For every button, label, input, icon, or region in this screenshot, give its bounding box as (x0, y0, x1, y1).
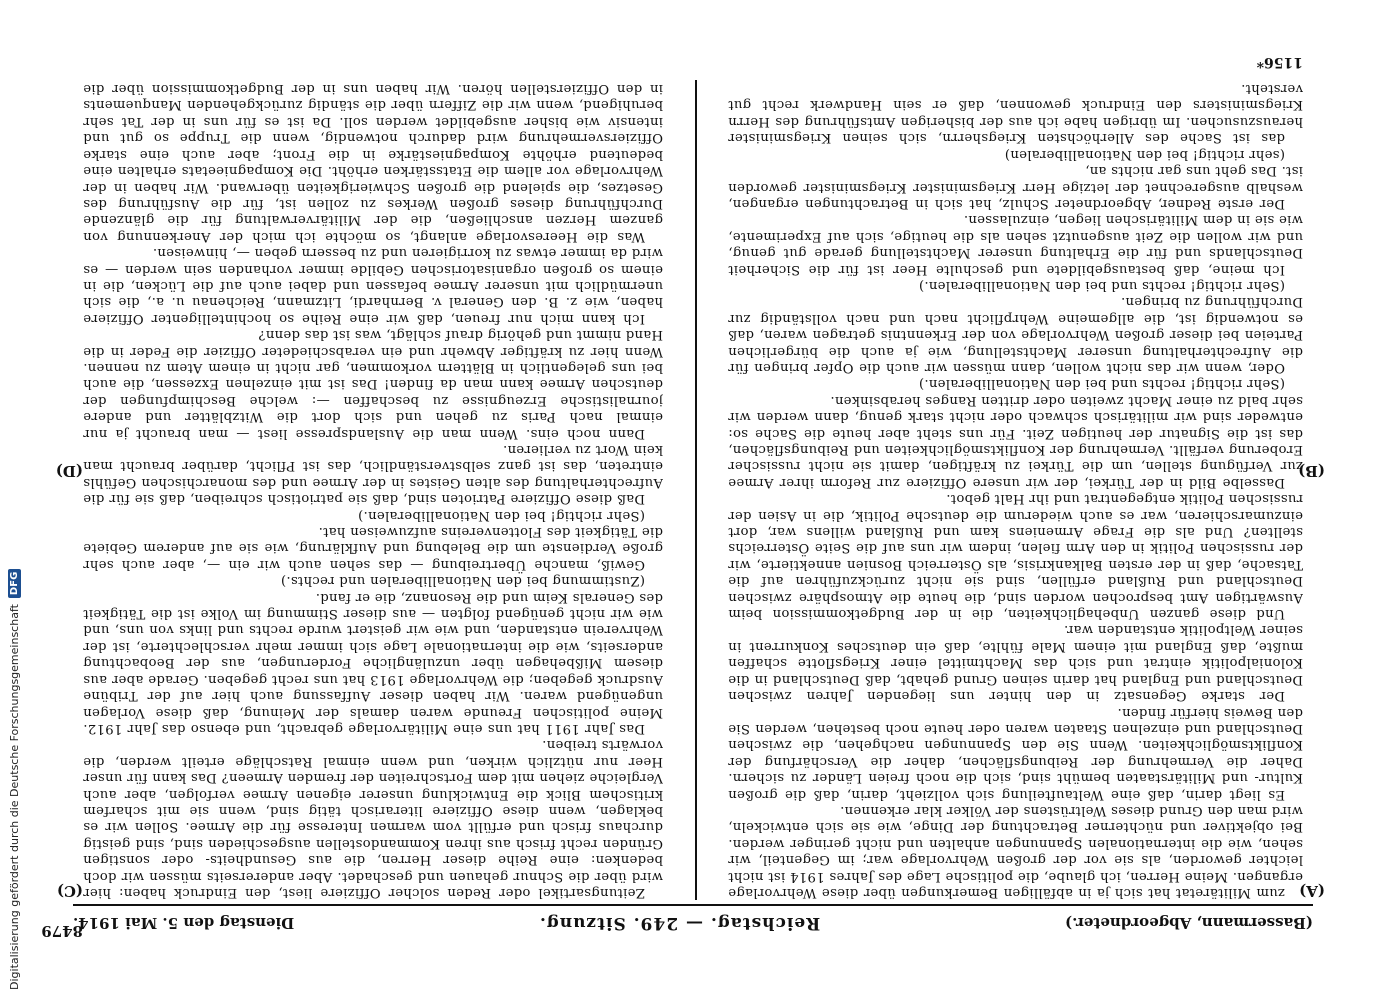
paragraph: Ich meine, daß bestausgebildete und geschulte Heer ist für die Sicherheit Deutschlands und für die Erhaltung unserer Machtstellung gerade gut genug, und wir wollen die Zeit ausgenutzt sehen als die heutige, sich auf Experimente, wie sie in dem Militärischen liegen, einzulassen. (728, 212, 1303, 277)
paragraph: (Zustimmung bei den Nationalliberalen und rechts.) (280, 573, 645, 589)
left-column (728, 80, 1303, 900)
sheet-mark: 1156* (1256, 54, 1303, 70)
right-column (83, 80, 663, 900)
paragraph: Daß diese Offiziere Patrioten sind, daß sie patriotisch schreiben, daß sie für die Aufrechterhaltung des alten Geistes in der Armee und des monarchischen Gefühls eintreten, das ist ganz selbstverständlich, das ist Pflicht, darüber braucht man kein Wort zu verlieren. (83, 442, 663, 507)
paragraph: (Sehr richtig! bei den Nationalliberalen.) (357, 507, 645, 523)
paragraph: das ist Sache des Allerhöchsten Kriegsherrn, sich seinen Kriegsminister herauszusuchen. Im übrigen habe ich aus der bisherigen Amtsführung des Herrn Kriegsministers den Eindruck gewonnen, daß er sein Handwerk recht gut versteht. (728, 81, 1303, 146)
date-line: Dienstag den 5. Mai 1914. (73, 914, 295, 932)
margin-letter-c: (C) (56, 882, 83, 900)
column-divider (695, 80, 697, 900)
paragraph: (sehr richtig! bei den Nationalliberalen) (1004, 146, 1285, 162)
session-title: Reichstag. — 249. Sitzung. (538, 913, 821, 933)
paragraph: Das Jahr 1911 hat uns eine Militärvorlage gebracht, und ebenso das Jahr 1912. Meine politischen Freunde waren damals der Meinung, daß diese Vorlagen ungenügend waren. Wir haben dieser Auffassung auch hier auf der Tribüne Ausdruck gegeben; die Wehrvorlage 1913 hat uns recht gegeben. Gerade aber aus diesem Mißbehagen über unzulängliche Forderungen, aus der Beobachtung anderseits, wie die internationale Lage sich immer mehr verschlechterte, ist der Wehrverein entstanden, und wie wir geistert wurde rechts und links von uns, und wie wir nicht genügend folgten — aus dieser Stimmung im Volke ist die Tätigkeit des Generals Keim und die Resonanz, die er fand. (83, 589, 663, 736)
paragraph: Oder, wenn wir das nicht wollen, dann müssen wir auch die Opfer bringen für die Aufrechterhaltung unserer Machtstellung, wie ja auch die bürgerlichen Parteien bei dieser großen Wehrvorlage von der Erkenntnis getragen waren, daß es notwendig ist, die allgemeine Wehrpflicht nach und nach vollständig zur Durchführung zu bringen. (728, 294, 1303, 375)
margin-letter-b: (B) (1298, 462, 1325, 480)
digitization-credit (6, 0, 22, 990)
credit-text: Digitalisierung gefördert durch die Deutsche Forschungsgemeinschaft (7, 604, 21, 990)
page-number: 8479 (41, 922, 83, 940)
paragraph: (Sehr richtig! rechts und bei den Nationalliberalen.) (918, 376, 1285, 392)
paragraph: zum Militäretat hat sich ja in abfälligen Bemerkungen über diese Wehrvorlage ergangen. Meine Herren, ich glaube, die politische Lage des Jahres 1914 ist nicht leichter geworden, als sie vor der großen Wehrvorlage war; im Gegenteil, wir sehen, wie die internationalen Spannungen anhalten und nicht geringer werden. Bei objektiver und nüchterner Betrachtung der Dinge, wie sie sich entwickeln, wird man den Grund dieses Weltrüstens der Völker klar erkennen. (728, 802, 1303, 900)
paragraph: Ich kann mich nur freuen, daß wir eine Reihe so hochintelligenter Offiziere haben, wie z. B. den General v. Bernhardi, Litzmann, Reichenau u. a., die sich unermüdlich mit unserer Armee befassen und dabei auch auf die Lücken, die in einem so großen organisatorischen Gebilde immer vorhanden sein werden — es wird da immer etwas zu korrigieren und zu bessern geben —, hinweisen. (83, 245, 663, 326)
margin-letter-a: (A) (1299, 882, 1325, 900)
paragraph: Zeitungsartikel oder Reden solcher Offiziere liest, den Eindruck haben: hier wird über die Schnur gehauen und geschadet. Aber andererseits müssen wir doch bedenken: eine Reihe dieser Herren, die aus Gesundheits- oder sonstigen Gründen recht frisch aus ihren Kommandostellen ausgeschieden sind, sind geistig durchaus frisch und erfüllt vom warmen Interesse für die Armee. Sollen wir es beklagen, wenn diese Offiziere literarisch tätig sind, wenn sie mit scharfem kritischem Blick die Entwicklung unserer eigenen Armee verfolgen, aber auch Vergleiche ziehen mit dem Fortschreiten der fremden Armeen? Das kann für unser Heer nur nützlich wirken, und wenn einmal Ratschläge erteilt werden, die vorwärts treiben. (83, 737, 663, 900)
running-head (73, 904, 1313, 940)
dfg-logo: DFG (8, 569, 21, 598)
paragraph: Dasselbe Bild in der Türkei, der wir unsere Offiziere zur Reform ihrer Armee zur Verfügung stellen, um die Türkei zu kräftigen, damit sie nicht russischer Eroberung verfällt. Vermehrung der Konfliktsmöglichkeiten und Reibungsflächen, das ist die Signatur der heutigen Zeit. Für uns steht aber heute die Sache so: entweder sind wir militärisch schwach oder nicht stark genug, dann werden wir sehr bald zu einer Macht zweiten oder dritten Ranges herabsinken. (728, 392, 1303, 490)
speaker-note: (Bassermann, Abgeordneter.) (1065, 914, 1313, 932)
paragraph: Dann noch eins. Wenn man die Auslandspresse liest — man braucht ja nur einmal nach Paris zu gehen und sich dort die Witzblätter und andere journalistische Erzeugnisse zu beschaffen —: welche Beschimpfungen der deutschen Armee kann man da finden! Das ist mit einzelnen Exzessen, die auch bei uns gelegentlich in Blättern vorkommen, gar nicht in einem Atem zu nennen. Wenn hier zu kräftiger Abwehr und ein verabschiedeter Offizier die Feder in die Hand nimmt und gehörig drauf schlägt, was ist das denn? (83, 327, 663, 441)
paragraph: Gewiß, manche Übertreibung — das sehen auch wir ein —, aber auch sehr große Verdienste um die Belebung und Aufklärung, wie sie auf anderem Gebiete die Tätigkeit des Flottenvereins aufzuweisen hat. (83, 524, 663, 572)
paragraph: Was die Heeresvorlage anlangt, so möchte ich mich der Anerkennung von ganzem Herzen anschließen, die der Militärverwaltung für die glänzende Durchführung dieses großen Werkes zu zollen ist, für die Ausführung des Gesetzes, die spielend die großen Schwierigkeiten überwand. Wir haben in der Wehrvorlage vor allem die Etatsstärken erhöht. Die Kompagnieetats erhalten eine bedeutend erhöhte Kompagniestärke in die Front; aber auch eine starke Offiziersvermehrung wird dadurch notwendig, wenn die Truppe so gut und intensiv wie bisher ausgebildet werden soll. Da ist es für uns in der Tat sehr beruhigend, wenn wir die Ziffern über die ständig zurückgehenden Manquements in den Offizierstellen hören. Wir haben uns in der Budgetkommission über die (83, 81, 663, 244)
paragraph: (Sehr richtig! rechts und bei den Nationalliberalen.) (918, 277, 1285, 293)
paragraph: Und diese ganzen Unbehaglichkeiten, die in der Budgetkommission beim Auswärtigen Amt besprochen worden sind, die heute die Atmosphäre zwischen Deutschland und Rußland erfüllen, sind sie nicht zurückzuführen auf die Tatsache, daß in der ersten Balkankrisis, als Österreich Bosnien annektierte, wir der russischen Politik in den Arm fielen, indem wir uns auf die Seite Österreichs stellten? Und als die Frage Armeniens kam und Rußland willens war, dort einzumarschieren, war es auch wiederum die deutsche Politik, die in Asien der russischen Politik entgegentrat und ihr Halt gebot. (728, 491, 1303, 622)
paragraph: Der erste Redner, Abgeordneter Schulz, hat sich in Betrachtungen ergangen, weshalb ausgerechnet der letzige Herr Kriegsminister Kriegsminister geworden ist. Das geht uns gar nichts an, (728, 163, 1303, 211)
paragraph: Der starke Gegensatz in den hinter uns liegenden Jahren zwischen Deutschland und England hat darin seinen Grund gehabt, daß Deutschland in die Kolonialpolitik eintrat und sich das Machtmittel einer Kriegsflotte schaffen mußte, daß England mit einem Male fühlte, daß ein deutsches Konkurrent in seiner Weltpolitik entstanden war. (728, 622, 1303, 704)
paragraph: Es liegt darin, daß eine Weltaufteilung sich vollzieht, darin, daß die großen Kultur- und Militärstaaten bemüht sind, sich die noch freien Länder zu sichern. Daher die Vermehrung der Reibungsflächen, daher die Verschärfung der Konfliktsmöglichkeiten. Wenn Sie den Spannungen nachgehen, die zwischen Deutschland und einzelnen Staaten waren oder heute noch bestehen, werden Sie den Beweis hierfür finden. (728, 704, 1303, 802)
margin-letter-d: (D) (55, 462, 83, 480)
